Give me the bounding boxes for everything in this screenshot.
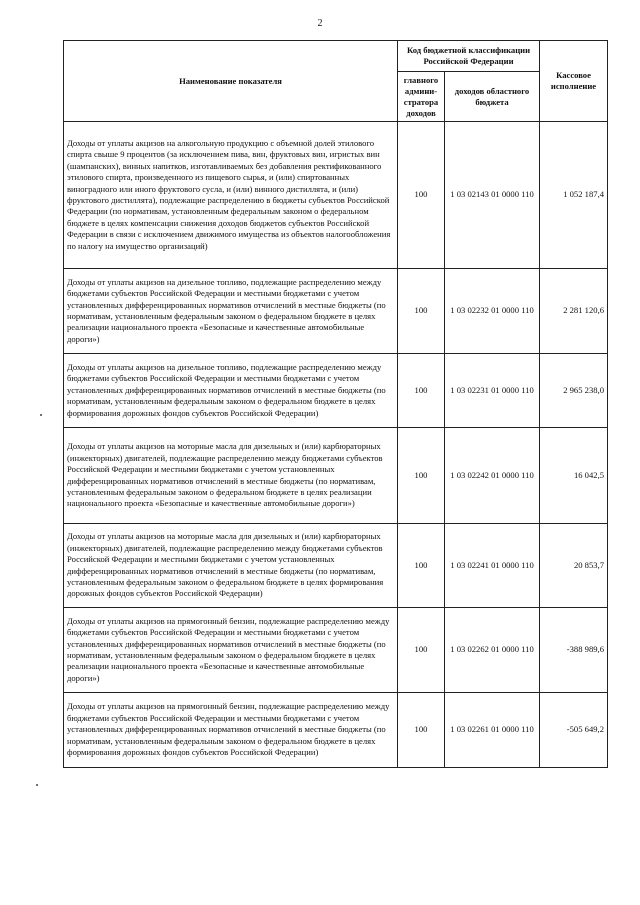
row-amount-cell: 1 052 187,4 bbox=[540, 122, 608, 269]
row-amount-cell: 2 281 120,6 bbox=[540, 269, 608, 354]
column-header-admin: главного админи-стратора доходов bbox=[398, 72, 445, 122]
row-amount-cell: -505 649,2 bbox=[540, 693, 608, 768]
row-admin-code-cell: 100 bbox=[398, 524, 445, 608]
row-name-cell: Доходы от уплаты акцизов на моторные масла для дизельных и (или) карбюраторных (инжекторных) двигателей, подлежащие распределению между бюджетами субъектов Российской Федерации и местными бюджетами с учетом установленных дифференцированных нормативов отчислений в местные бюджеты (по нормативам, установленным федеральным законом о федеральном бюджете в целях реализации национального проекта «Безопасные и качественные автомобильные дороги») bbox=[64, 428, 398, 524]
table-row bbox=[64, 693, 608, 768]
row-amount-cell: 20 853,7 bbox=[540, 524, 608, 608]
row-amount-cell: 2 965 238,0 bbox=[540, 354, 608, 428]
row-name-cell: Доходы от уплаты акцизов на алкогольную продукцию с объемной долей этилового спирта свыше 9 процентов (за исключением пива, вин, фруктовых вин, игристых вин (шампанских), винных напитков, изготавливаемых без добавления ректификованного этилового спирта, произведенного из пищевого сырья, и (или) спиртованных виноградного или иного фруктового сусла, и (или) винного дистиллята, и (или) фруктового дистиллята), подлежащие распределению в бюджеты субъектов Российской Федерации (по нормативам, установленным федеральным законом о федеральном бюджете в целях компенсации снижения доходов бюджетов субъектов Российской Федерации в связи с исключением движимого имущества из объектов налогообложения по налогу на имущество организаций) bbox=[64, 122, 398, 269]
row-admin-code-cell: 100 bbox=[398, 428, 445, 524]
row-income-code-cell: 1 03 02231 01 0000 110 bbox=[445, 354, 540, 428]
row-name-cell: Доходы от уплаты акцизов на моторные масла для дизельных и (или) карбюраторных (инжекторных) двигателей, подлежащие распределению между бюджетами субъектов Российской Федерации и местными бюджетами с учетом установленных дифференцированных нормативов отчислений в местные бюджеты (по нормативам, установленным федеральным законом о федеральном бюджете в целях формирования дорожных фондов субъектов Российской Федерации) bbox=[64, 524, 398, 608]
row-income-code-cell: 1 03 02242 01 0000 110 bbox=[445, 428, 540, 524]
row-admin-code-cell: 100 bbox=[398, 354, 445, 428]
table-row bbox=[64, 122, 608, 269]
table-row bbox=[64, 269, 608, 354]
row-income-code-cell: 1 03 02262 01 0000 110 bbox=[445, 608, 540, 693]
row-name-cell: Доходы от уплаты акцизов на дизельное топливо, подлежащие распределению между бюджетами субъектов Российской Федерации и местными бюджетами с учетом установленных дифференцированных нормативов отчислений в местные бюджеты (по нормативам, установленным федеральным законом о федеральном бюджете в целях формирования дорожных фондов субъектов Российской Федерации) bbox=[64, 354, 398, 428]
revenue-table bbox=[63, 40, 608, 768]
table-row bbox=[64, 608, 608, 693]
column-header-cash-execution: Кассовое исполнение bbox=[540, 41, 608, 122]
table-body bbox=[64, 122, 608, 768]
column-header-regional-income: доходов областного бюджета bbox=[445, 72, 540, 122]
row-income-code-cell: 1 03 02261 01 0000 110 bbox=[445, 693, 540, 768]
table-row bbox=[64, 354, 608, 428]
row-name-cell: Доходы от уплаты акцизов на дизельное топливо, подлежащие распределению между бюджетами субъектов Российской Федерации и местными бюджетами с учетом установленных дифференцированных нормативов отчислений в местные бюджеты (по нормативам, установленным федеральным законом о федеральном бюджете в целях реализации национального проекта «Безопасные и качественные автомобильные дороги») bbox=[64, 269, 398, 354]
row-admin-code-cell: 100 bbox=[398, 608, 445, 693]
scan-speck bbox=[40, 414, 42, 416]
row-name-cell: Доходы от уплаты акцизов на прямогонный бензин, подлежащие распределению между бюджетами субъектов Российской Федерации и местными бюджетами с учетом установленных дифференцированных нормативов отчислений в местные бюджеты (по нормативам, установленным федеральным законом о федеральном бюджете в целях реализации национального проекта «Безопасные и качественные автомобильные дороги») bbox=[64, 608, 398, 693]
table-row bbox=[64, 428, 608, 524]
column-header-name: Наименование показателя bbox=[64, 41, 398, 122]
row-admin-code-cell: 100 bbox=[398, 693, 445, 768]
table-row bbox=[64, 524, 608, 608]
row-amount-cell: 16 042,5 bbox=[540, 428, 608, 524]
row-income-code-cell: 1 03 02241 01 0000 110 bbox=[445, 524, 540, 608]
row-income-code-cell: 1 03 02143 01 0000 110 bbox=[445, 122, 540, 269]
scan-speck bbox=[36, 784, 38, 786]
column-header-code-group: Код бюджетной классификации Российской Федерации bbox=[398, 41, 540, 72]
row-admin-code-cell: 100 bbox=[398, 122, 445, 269]
row-name-cell: Доходы от уплаты акцизов на прямогонный бензин, подлежащие распределению между бюджетами субъектов Российской Федерации и местными бюджетами с учетом установленных дифференцированных нормативов отчислений в местные бюджеты (по нормативам, установленным федеральным законом о федеральном бюджете в целях формирования дорожных фондов субъектов Российской Федерации) bbox=[64, 693, 398, 768]
row-income-code-cell: 1 03 02232 01 0000 110 bbox=[445, 269, 540, 354]
table-header bbox=[64, 41, 608, 122]
row-admin-code-cell: 100 bbox=[398, 269, 445, 354]
row-amount-cell: -388 989,6 bbox=[540, 608, 608, 693]
page-number: 2 bbox=[317, 18, 323, 29]
